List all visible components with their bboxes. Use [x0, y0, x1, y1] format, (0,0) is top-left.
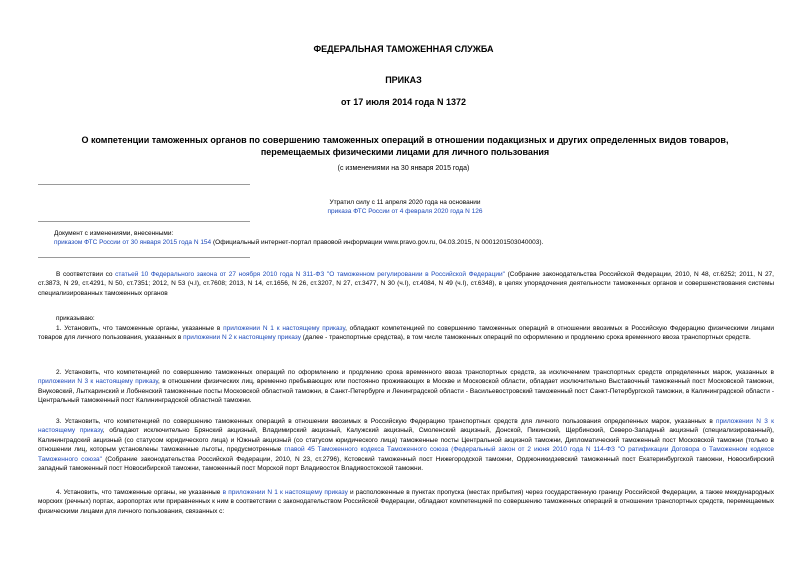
changes-label: Документ с изменениями, внесенными: [54, 230, 174, 237]
organization-heading: ФЕДЕРАЛЬНАЯ ТАМОЖЕННАЯ СЛУЖБА [313, 44, 494, 54]
paragraph-text: 2. Установить, что компетенцией по совершению таможенных операций по оформлению и продлению срока временного ввоза транспортных средств, за исключением транспортных средств определенных марок, указанных в [56, 369, 774, 376]
appendix-1-link[interactable]: приложении N 1 к настоящему приказу [223, 325, 346, 332]
divider [38, 221, 250, 222]
edition-note: (с изменениями на 30 января 2015 года) [337, 165, 470, 172]
divider [38, 184, 250, 185]
paragraph-4 [38, 488, 774, 516]
appendix-3-link[interactable]: приложении N 3 к настоящему приказу [38, 378, 159, 386]
paragraph-text: (Собрание законодательства Российской Федерации, 2010, N 23, ст.2796), Кстовский таможенный пост Нижегородской таможни, Орджоникидзевский таможенный пост Екатеринбургской таможни, Новосибирский западный таможенный пост Новосибирской таможни, таможенный пост Морской порт Владивосток Владивостокской таможни. [38, 455, 774, 473]
paragraph-text: , обладают исключительно Брянский акцизный, Владимирский акцизный, Калужский акцизный, Смоленский акцизный, Донской, Пикинский, Щербинский, Северо-Западный акцизный (специализированный), Калининградский акцизный (со статусом юридического лица) и Южный акцизный (со статусом юридического лица) таможенные посты Центральной акцизной таможни, Дипломатический таможенный пост Московской таможни (только в отношении лиц, которым установлены таможенные льготы, предусмотренные [38, 427, 774, 454]
changes-source: (Официальный интернет-портал правовой информации www.pravo.gov.ru, 04.03.2015, N 0001201503040003). [211, 239, 544, 246]
preamble-text: (Собрание законодательства Российской Федерации, 2010, N 48, ст.6252; 2011, N 27, ст.3873, N 29, ст.4291, N 50, ст.7351; 2012, N 53 (ч.I), ст.7608; 2013, N 14, ст.1656, N 26, ст.3207, N 27, ст.3477, N 30 (ч.I), ст.4084, N 49 (ч.I), ст.6348), в целях упорядочения деятельности таможенных органов и совершенствования системы специализированных таможенных органов [38, 271, 774, 297]
document-type-heading: ПРИКАЗ [385, 75, 422, 85]
paragraph-text: , в отношении физических лиц, временно пребывающих или постоянно проживающих в Москве и Московской области, обладает исключительно Выставочный таможенный пост Московской таможни, Внуковский, Лыткаринский и Лобненский таможенные посты Московской областной таможни, в Санкт-Петербурге и Ленинградской области - Васильевостровский таможенный пост Санкт-Петербургской таможни, в Калининградской области - Центральный таможенный пост Калининградской областной таможни. [38, 378, 774, 405]
paragraph-1 [38, 324, 774, 343]
appendix-1-link[interactable]: в приложении N 1 к настоящему приказу [222, 489, 348, 496]
paragraph-text: 4. Установить, что таможенные органы, не указанные [56, 489, 223, 496]
changes-block [54, 229, 774, 247]
appendix-2-link[interactable]: приложении N 2 к настоящему приказу [183, 334, 301, 342]
paragraph-text: и расположенные в пунктах пропуска (местах прибытия) через государственную границу Российской Федерации, а также международных морских (речных) портах, аэропортах или приравненных к ним в соответствии с законодательством Российской Федерации, обладают компетенцией по совершению таможенных операций в отношении транспортных средств, перемещаемых физическими лицами для личного пользования, связанных с: [38, 489, 774, 515]
order-word: приказываю: [56, 315, 95, 322]
federal-law-link[interactable]: статьей 10 Федерального закона от 27 ноября 2010 года N 311-ФЗ "О таможенном регулировании в Российской Федерации" [115, 271, 505, 278]
divider [38, 257, 250, 258]
preamble-text: В соответствии со [56, 271, 116, 278]
paragraph-text: (далее - транспортные средства), в том числе таможенных операций по оформлению и продлению срока временного ввоза транспортных средств. [300, 334, 751, 342]
paragraph-3 [38, 417, 774, 473]
paragraph-text: , обладают компетенцией по совершению таможенных операций в отношении ввозимых в Российскую Федерацию физическими лицами товаров для личного пользования, указанных в [38, 325, 774, 342]
paragraph-text: 1. Установить, что таможенные органы, указанные в [56, 325, 224, 332]
document-date-number: от 17 июля 2014 года N 1372 [341, 97, 466, 107]
paragraph-text: 3. Установить, что компетенцией по совершению таможенных операций в отношении ввозимых в Российскую Федерацию транспортных средств для личного пользования определенных марок, указанных в [56, 418, 717, 425]
appendix-3-link[interactable]: приложении N 3 к настоящему приказу [38, 418, 774, 435]
status-text: Утратил силу с 11 апреля 2020 года на основании [329, 199, 481, 206]
paragraph-2 [38, 368, 774, 406]
status-block [250, 198, 560, 216]
document-title: О компетенции таможенных органов по совершению таможенных операций в отношении подакцизных и других определенных видов товаров, перемещаемых физическими лицами для личного пользования [81, 135, 729, 157]
customs-code-chapter-link[interactable]: главой 45 Таможенного кодекса Таможенного союза (Федеральный закон от 2 июня 2010 года N 114-ФЗ "О ратификации Договора о Таможенном кодексе Таможенного союза" [38, 446, 774, 463]
repeal-order-link[interactable]: приказа ФТС России от 4 февраля 2020 года N 126 [327, 208, 483, 215]
preamble-paragraph [38, 270, 774, 298]
amending-order-link[interactable]: приказом ФТС России от 30 января 2015 года N 154 [54, 239, 212, 246]
